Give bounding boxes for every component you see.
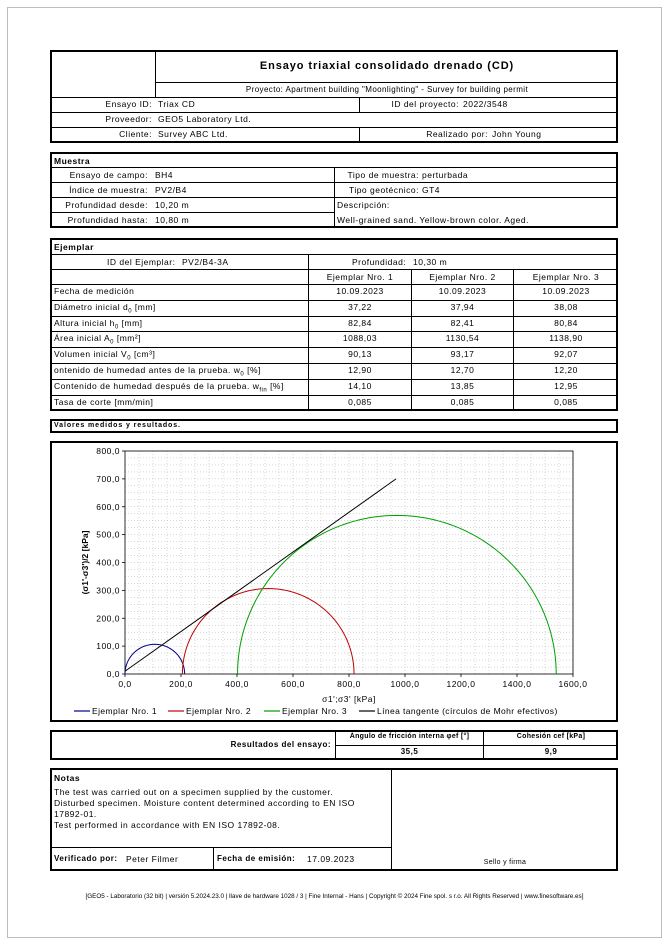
specimen-cell: 10.09.2023 <box>438 286 487 296</box>
specimen-cell: 0,085 <box>348 396 372 407</box>
specimen-row-label: Volumen inicial $V_0$ [cm³] <box>54 349 156 362</box>
specimen-cell: 1130,54 <box>445 333 480 344</box>
specimen-cell: 13,85 <box>450 380 475 391</box>
depth-to-label: Profundidad hasta: <box>67 215 148 225</box>
header-box <box>50 50 618 143</box>
x-tick-label: 400,0 <box>225 679 249 689</box>
specimen-cell: 10.09.2023 <box>542 286 590 296</box>
tangent-line <box>125 479 396 671</box>
client-value: Survey ABC Ltd. <box>158 129 228 139</box>
x-tick-label: 1000,0 <box>390 679 420 689</box>
specimen-row-label: ontenido de humedad antes de la prueba. $w_0$ [%] <box>54 365 261 378</box>
column-header-3: Ejemplar Nro. 3 <box>532 272 600 282</box>
results-label: Resultados del ensayo: <box>230 740 331 749</box>
specimen-box <box>50 238 618 411</box>
legend-label: Línea tangente (círculos de Mohr efectivos) <box>377 706 558 716</box>
column-header-1: Ejemplar Nro. 1 <box>326 272 394 282</box>
sample-section-title: Muestra <box>54 156 91 166</box>
test-id-label: Ensayo ID: <box>105 99 152 109</box>
notes-line-4: Test performed in accordance with EN ISO 17892-08. <box>54 820 281 830</box>
specimen-row-label: Fecha de medición <box>54 286 135 296</box>
specimen-cell: 0,085 <box>554 396 578 407</box>
footer-text: [GEO5 - Laboratorio (32 bit) | versión 5.2024.23.0 | llave de hardware 1028 / 3 | Fine Internal - Hans | Copyright © 2024 Fine spol. s r.o. All Rights Reserved | www.finesoftware.es] <box>85 893 584 900</box>
notes-line-1: The test was carried out on a specimen supplied by the customer. <box>54 787 334 797</box>
x-tick-label: 1600,0 <box>558 679 588 689</box>
test-id-value: Triax CD <box>158 99 196 109</box>
specimen-cell: 37,22 <box>348 301 372 312</box>
specimen-cell: 14,10 <box>348 380 372 391</box>
specimen-cell: 1138,90 <box>549 333 583 344</box>
provider-value: GEO5 Laboratory Ltd. <box>158 114 252 124</box>
issue-date-value: 17.09.2023 <box>307 854 355 864</box>
sample-type-label: Tipo de muestra: <box>347 170 419 180</box>
measured-section-title: Valores medidos y resultados. <box>54 422 181 429</box>
done-by-value: John Young <box>492 129 542 139</box>
y-tick-label: 100,0 <box>96 641 120 652</box>
specimen-cell: 1088,03 <box>342 333 378 344</box>
y-axis-title: (σ1'-σ3')/2 [kPa] <box>80 530 90 595</box>
sample-index-value: PV2/B4 <box>155 185 187 195</box>
x-axis-title: σ1';σ3' [kPa] <box>322 694 376 704</box>
legend-label: Ejemplar Nro. 2 <box>186 706 252 716</box>
legend-label: Ejemplar Nro. 1 <box>92 706 158 716</box>
x-tick-label: 0,0 <box>118 679 132 689</box>
y-tick-label: 800,0 <box>96 446 120 456</box>
x-tick-label: 600,0 <box>281 679 305 689</box>
specimen-cell: 37,94 <box>450 301 475 312</box>
sample-type-value: perturbada <box>422 170 469 180</box>
depth-to-value: 10,80 m <box>155 215 190 225</box>
specimen-cell: 80,84 <box>554 317 578 328</box>
verified-label: Verificado por: <box>54 854 118 863</box>
done-by-label: Realizado por: <box>426 129 488 139</box>
y-tick-label: 600,0 <box>96 501 120 512</box>
specimen-depth-label: Profundidad: <box>352 257 407 267</box>
geotech-type-value: GT4 <box>422 185 441 195</box>
y-tick-label: 400,0 <box>96 557 120 568</box>
notes-title: Notas <box>54 773 81 783</box>
field-test-value: BH4 <box>155 170 174 180</box>
y-tick-label: 0,0 <box>106 669 120 679</box>
project-id-label: ID del proyecto: <box>391 99 459 109</box>
notes-line-2: Disturbed specimen. Moisture content determined according to EN ISO <box>54 798 355 808</box>
x-tick-label: 1400,0 <box>502 679 532 689</box>
column-header-2: Ejemplar Nro. 2 <box>429 272 496 282</box>
project-line: Proyecto: Apartment building "Moonlighting" - Survey for building permit <box>245 85 529 94</box>
specimen-id-value: PV2/B4-3A <box>182 257 229 267</box>
sample-box <box>50 152 618 228</box>
mohr-circle-2 <box>182 589 354 674</box>
project-id-value: 2022/3548 <box>463 99 508 109</box>
x-tick-label: 1200,0 <box>446 679 476 689</box>
cohesion-value: 9,9 <box>544 747 558 756</box>
phi-value: 35,5 <box>400 747 419 756</box>
x-tick-label: 200,0 <box>169 679 193 689</box>
field-test-label: Ensayo de campo: <box>69 170 148 180</box>
specimen-cell: 82,84 <box>348 317 372 328</box>
y-tick-label: 700,0 <box>96 473 120 484</box>
phi-header: Ángulo de fricción interna φef [°] <box>349 733 470 740</box>
specimen-row-label: Altura inicial $h_0$ [mm] <box>54 317 143 331</box>
y-tick-label: 500,0 <box>96 529 120 540</box>
specimen-cell: 38,08 <box>554 301 578 312</box>
notes-line-3: 17892-01. <box>54 809 97 819</box>
geotech-type-label: Tipo geotécnico: <box>348 185 419 195</box>
specimen-cell: 10.09.2023 <box>336 286 384 296</box>
sample-index-label: Índice de muestra: <box>69 185 148 195</box>
notes-box <box>50 768 618 871</box>
specimen-cell: 93,17 <box>450 349 475 360</box>
mohr-circle-3 <box>238 515 557 674</box>
specimen-cell: 12,20 <box>554 365 578 375</box>
results-box <box>50 730 618 760</box>
verified-value: Peter Filmer <box>126 854 179 864</box>
y-tick-label: 200,0 <box>96 613 120 624</box>
specimen-depth-value: 10,30 m <box>413 257 448 267</box>
specimen-row-label: Contenido de humedad después de la prueba. $w_{fin}$ [%] <box>54 380 284 394</box>
specimen-cell: 12,70 <box>450 365 475 375</box>
stamp-label: Sello y firma <box>483 859 527 866</box>
report-title: Ensayo triaxial consolidado drenado (CD) <box>259 60 515 72</box>
specimen-row-label: Diámetro inicial $d_0$ [mm] <box>54 301 156 315</box>
specimen-cell: 12,95 <box>554 380 578 391</box>
specimen-cell: 90,13 <box>348 349 372 360</box>
mohr-chart <box>52 443 616 720</box>
specimen-row-label: Área inicial $A_0$ [mm²] <box>54 333 142 347</box>
cohesion-header: Cohesión cef [kPa] <box>516 733 586 740</box>
mohr-circle-1 <box>125 644 185 674</box>
issue-date-label: Fecha de emisión: <box>217 854 296 863</box>
specimen-row-label: Tasa de corte [mm/min] <box>54 396 154 407</box>
measured-box <box>50 419 618 433</box>
specimen-cell: 0,085 <box>450 396 475 407</box>
description-value: Well-grained sand. Yellow-brown color. Aged. <box>337 215 529 225</box>
specimen-section-title: Ejemplar <box>54 242 94 252</box>
description-label: Descripción: <box>337 200 390 210</box>
specimen-cell: 82,41 <box>450 317 475 328</box>
chart-box <box>50 441 618 722</box>
depth-from-label: Profundidad desde: <box>65 200 148 210</box>
provider-label: Proveedor: <box>105 114 152 124</box>
specimen-id-label: ID del Ejemplar: <box>107 257 176 267</box>
depth-from-value: 10,20 m <box>155 200 190 210</box>
y-tick-label: 300,0 <box>96 585 120 596</box>
legend-label: Ejemplar Nro. 3 <box>282 706 348 716</box>
specimen-cell: 92,07 <box>554 349 578 360</box>
client-label: Cliente: <box>119 129 152 139</box>
x-tick-label: 800,0 <box>337 679 361 689</box>
specimen-cell: 12,90 <box>348 365 372 375</box>
